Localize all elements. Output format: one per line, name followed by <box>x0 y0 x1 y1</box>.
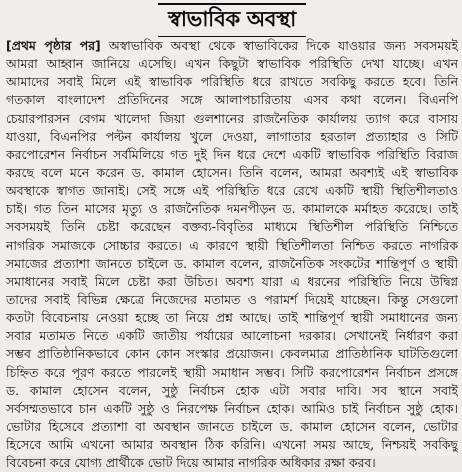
article-line: চিহ্নিত করে পূরণ করতে পারলেই স্থায়ী সমাধান সম্ভব। সিটি করপোরেশন নির্বাচন প্রসঙ্গে <box>6 364 458 380</box>
article-line: সম্ভব প্রাতিষ্ঠানিকভাবে কোন কোন সংস্কার প্রয়োজন। কেবলমাত্র প্রাতিষ্ঠানিক ঘাটতিগুলো <box>6 346 458 362</box>
article-line: করছে বলে মনে করেন ড. কামাল হোসেন। তিনি বলেন, আমরা অবশ্যই এই স্বাভাবিক <box>6 164 458 180</box>
article-line: হিসেবে আমি এখনো আমার অবস্থান ঠিক করিনি। এখনো সময় আছে, নিশ্চয়ই সবকিছু <box>6 437 458 453</box>
headline-box <box>158 3 306 37</box>
article-line: আমরা আহ্বান জানিয়ে এসেছি। এখন কিছুটা স্বাভাবিক পরিস্থিতি দেখা যাচ্ছে। এখন <box>6 56 458 72</box>
article-line: সর্বসম্মতভাবে চান একটি সুষ্ঠু ও নিরপেক্ষ নির্বাচন হোক। আমিও চাই নির্বাচন সুষ্ঠু হোক। <box>6 400 458 416</box>
article-body <box>6 37 458 472</box>
article-line: বিবেচনা করে যোগ্য প্রার্থীকে ভোট দিয়ে আমার নাগরিক অধিকার রক্ষা করব। <box>6 455 376 471</box>
article-line: করপোরেশন নির্বাচন সর্বমিলিয়ে গত দুই দিন ধরে দেশে একটি স্বাভাবিক পরিস্থিতি বিরাজ <box>6 146 458 162</box>
continuation-tag: [প্রথম পৃষ্ঠার পর] <box>6 38 101 53</box>
article-line: চেয়ারপারসন বেগম খালেদা জিয়া গুলশানের রাজনৈতিক কার্যালয় ত্যাগ করে বাসায় <box>6 110 458 126</box>
article-line: অবস্থাকে স্বাগত জানাই। সেই সঙ্গে এই পরিস্থিতি ধরে রেখে একটি স্থায়ী স্থিতিশীলতাও <box>6 183 458 199</box>
article-line: কতটা বিবেচনায় নেওয়া হচ্ছে তা নিয়ে প্রশ্ন আছে। তাই শান্তিপূর্ণ স্থায়ী সমাধানের জন্য <box>6 310 458 326</box>
article-line: যাওয়া, বিএনপির পল্টন কার্যালয় খুলে দেওয়া, লাগাতার হরতাল প্রত্যাহার ও সিটি <box>6 128 458 144</box>
article-line: সবসময়ই তিনি চেষ্টা করেছেন বক্তব্য-বিবৃতির মাধ্যমে স্থিতিশীল পরিস্থিতি নিশ্চিতে <box>6 219 458 235</box>
article-line: সবার মতামত নিতে একটি জাতীয় পর্যায়ের আলোচনা দরকার। সেখানেই নির্ধারণ করা <box>6 328 458 344</box>
article-line: সমাধানের সবাই মিলে চেষ্টা করা উচিত। অবশ্য যারা এ ধরনের পরিস্থিতি নিয়ে উদ্বিগ্ন <box>6 273 458 289</box>
headline: স্বাভাবিক অবস্থা <box>168 7 296 31</box>
article-line: [প্রথম পৃষ্ঠার পর] অস্বাভাবিক অবস্থা থেকে স্বাভাবিকের দিকে যাওয়ার জন্য সবসময়ই <box>6 38 458 53</box>
article-line: গতকাল বাংলাদেশ প্রতিদিনের সঙ্গে আলাপচারিতায় এসব কথা বলেন। বিএনপি <box>6 92 458 108</box>
article-line: আমাদের সবাই মিলে এই স্বাভাবিক পরিস্থিতি ধরে রাখতে সবকিছু করতে হবে। তিনি <box>6 74 458 90</box>
article-line: নাগরিক সমাজকে সোচ্চার করতে। এ কারণে স্থায়ী স্থিতিশীলতা নিশ্চিত করতে নাগরিক <box>6 237 458 253</box>
article-line: ড. কামাল হোসেন বলেন, সুষ্ঠু নির্বাচন হোক এটা সবার দাবি। সব স্থানে সবাই <box>6 382 458 398</box>
article-line: চাই। গত তিন মাসের মৃত্যু ও রাজনৈতিক দমনপীড়ন ড. কামালকে মর্মাহত করেছে। তাই <box>6 201 458 217</box>
article-line: তাদের সবাই বিভিন্ন ক্ষেত্রে নিজেদের মতামত ও পরামর্শ দিয়েই যাচ্ছেন। কিন্তু সেগুলো <box>6 291 458 307</box>
article-line: সমাজের প্রত্যাশা জানতে চাইলে ড. কামাল বলেন, রাজনৈতিক সংকটের শান্তিপূর্ণ ও স্থায়ী <box>6 255 458 271</box>
article-line: ভোটার হিসেবে প্রত্যাশা বা অবস্থান জানতে চাইলে ড. কামাল হোসেন বলেন, ভোটার <box>6 418 458 434</box>
